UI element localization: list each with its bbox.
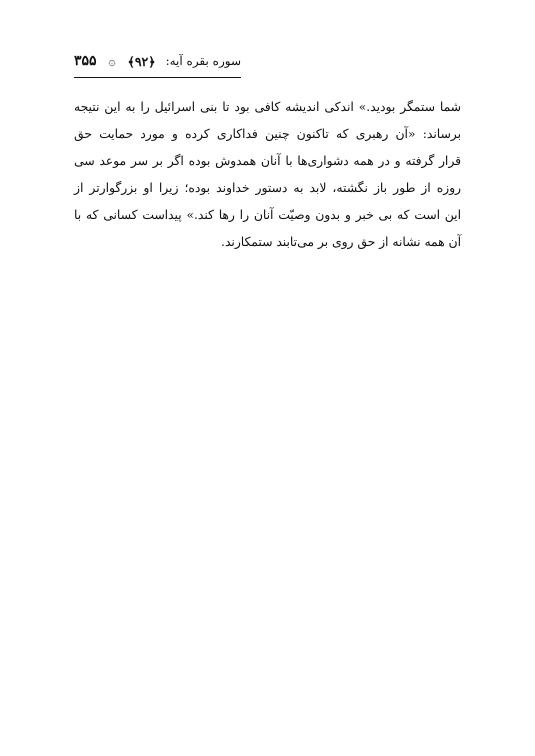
text-line: شما ستمگر بودید.» اندکی اندیشه کافی بود تا بنی اسرائیل را به این نتیجه <box>74 100 461 114</box>
text-line: برساند: «آن رهبری که تاکنون چنین فداکاری کرده و مورد حمایت حق <box>74 127 461 141</box>
text-line: قرار گرفته و در همه دشواری‌ها با آنان همدوش بوده اگر بر سر موعد سی <box>74 154 461 168</box>
body-paragraph <box>74 94 461 256</box>
text-line: این است که بی خبر و بدون وصیّت آنان را رها کند.» پیداست کسانی که با <box>74 208 461 222</box>
ornament-icon: ۞ <box>108 54 116 68</box>
running-head <box>74 50 241 72</box>
verse-number: ﴿۹۲﴾ <box>127 53 156 69</box>
page-number: ۳۵۵ <box>74 53 97 69</box>
text-line: آن همه نشانه از حق روی بر می‌تابند ستمکارند. <box>221 235 461 249</box>
surah-verse-label: سوره بقره آیه: <box>165 54 241 68</box>
header-rule <box>74 77 241 78</box>
text-line: روزه از طور باز نگشته، لابد به دستور خداوند بوده؛ زیرا او بزرگوارتر از <box>74 181 461 195</box>
